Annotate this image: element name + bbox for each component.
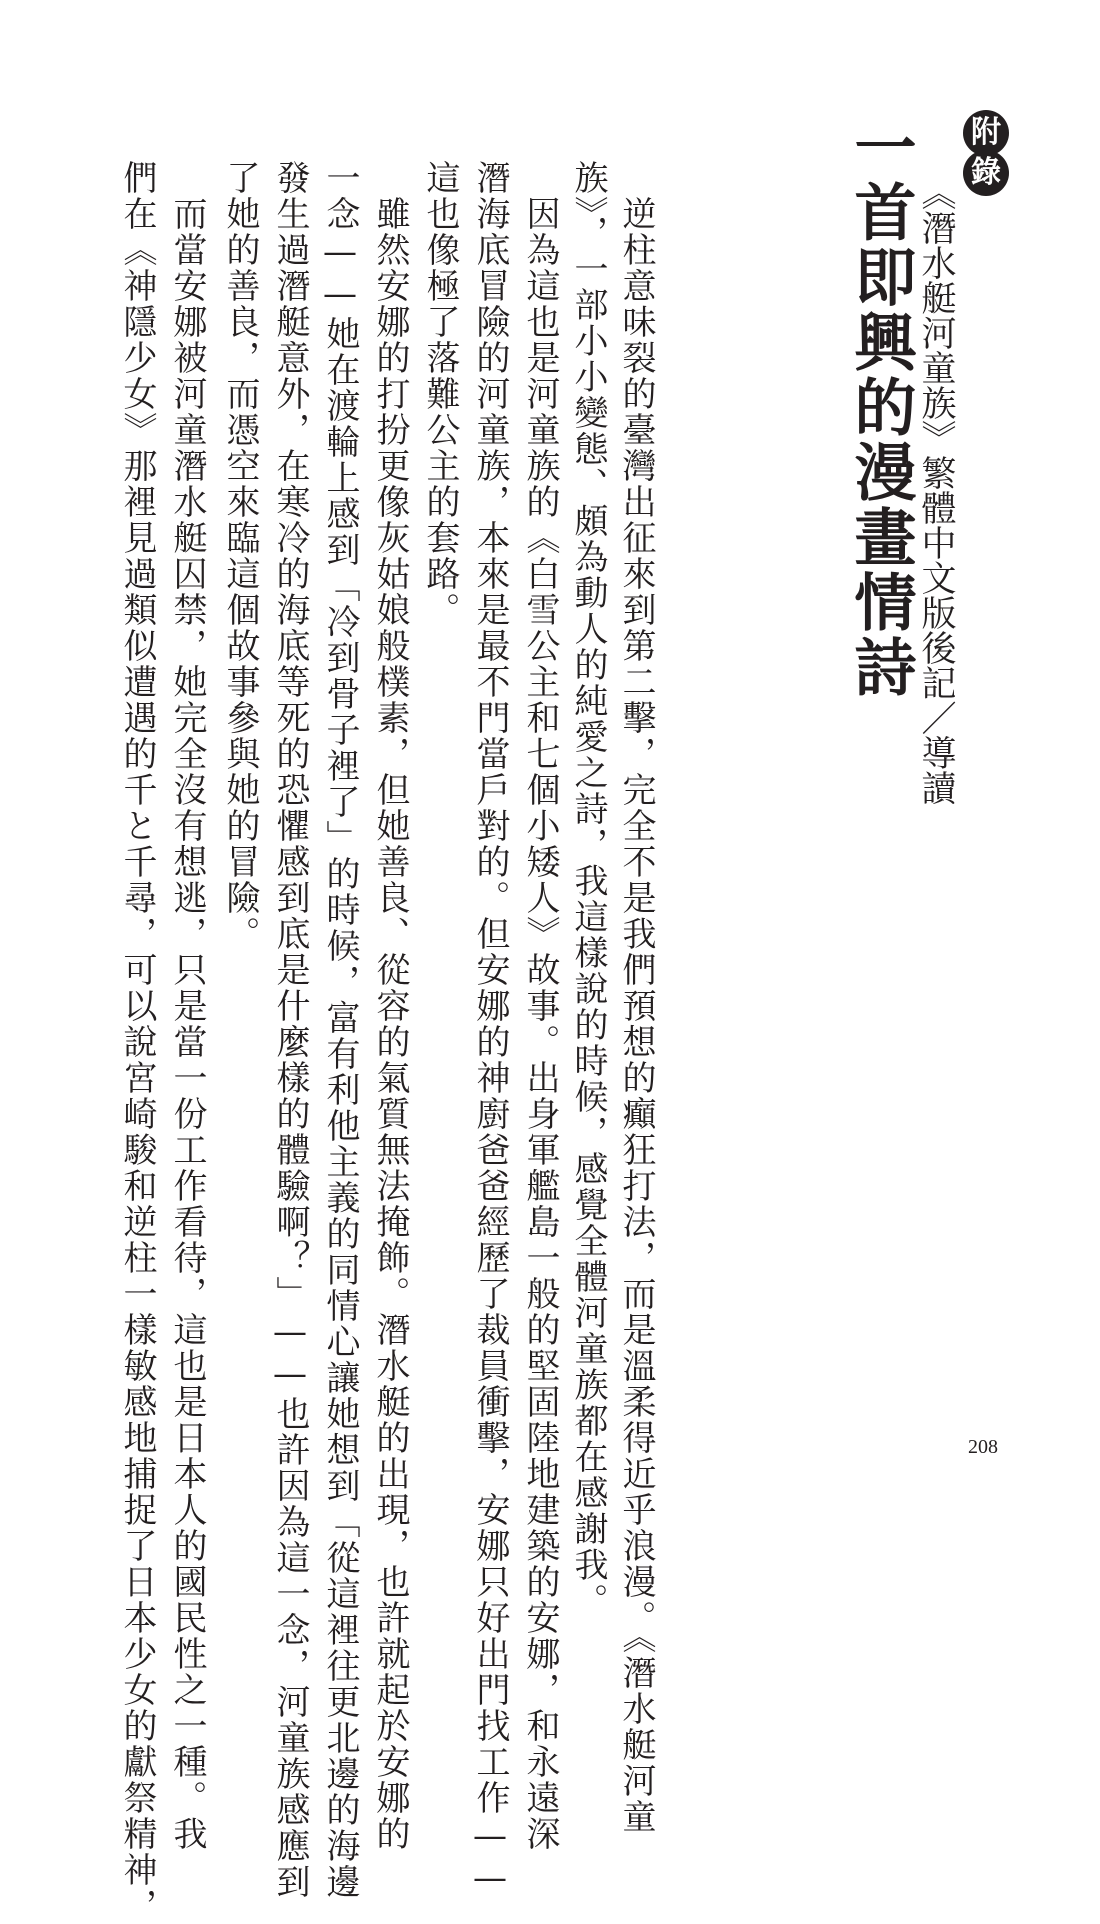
body-column-10: 而當安娜被河童潛水艇囚禁，她完全沒有想逃，只是當一份工作看待，這也是日本人的國民性之一種。我 (167, 160, 207, 1852)
body-column-7: 一念——她在渡輪上感到「冷到骨子裡了」的時候，富有利他主義的同情心讓她想到「從這裡往更北邊的海邊 (320, 160, 360, 1900)
chapter-title: 一首即興的漫畫情詩 (844, 115, 917, 700)
body-column-2: 族》，一部小小變態、頗為動人的純愛之詩，我這樣說的時候，感覺全體河童族都在感謝我。 (568, 160, 608, 1619)
body-column-11: 們在《神隱少女》那裡見過類似遭遇的千と千尋，可以說宮崎駿和逆柱一樣敏感地捕捉了日本少女的獻祭精神， (117, 160, 157, 1924)
body-column-3: 因為這也是河童族的《白雪公主和七個小矮人》故事。出身軍艦島一般的堅固陸地建築的安娜，和永遠深 (520, 160, 560, 1852)
body-column-1: 逆柱意味裂的臺灣出征來到第二擊，完全不是我們預想的癲狂打法，而是溫柔得近乎浪漫。《潛水艇河童 (616, 160, 656, 1835)
chapter-subtitle: 《潛水艇河童族》繁體中文版後記／導讀 (916, 175, 956, 805)
body-column-5: 這也像極了落難公主的套路。 (420, 160, 460, 628)
body-column-8: 發生過潛艇意外，在寒冷的海底等死的恐懼感到底是什麼樣的體驗啊？」——也許因為這一念，河童族感應到 (270, 160, 310, 1900)
appendix-badge-char-2: 錄 (963, 150, 1009, 196)
appendix-badge-char-1: 附 (963, 110, 1009, 156)
body-column-4: 潛海底冒險的河童族，本來是最不門當戶對的。但安娜的神廚爸爸經歷了裁員衝擊，安娜只好出門找工作—— (470, 160, 510, 1900)
body-column-6: 雖然安娜的打扮更像灰姑娘般樸素，但她善良、從容的氣質無法掩飾。潛水艇的出現，也許就起於安娜的 (370, 160, 410, 1852)
body-column-9: 了她的善良，而憑空來臨這個故事參與她的冒險。 (220, 160, 260, 952)
page-number: 208 (968, 1436, 998, 1458)
appendix-badge (960, 110, 1012, 190)
